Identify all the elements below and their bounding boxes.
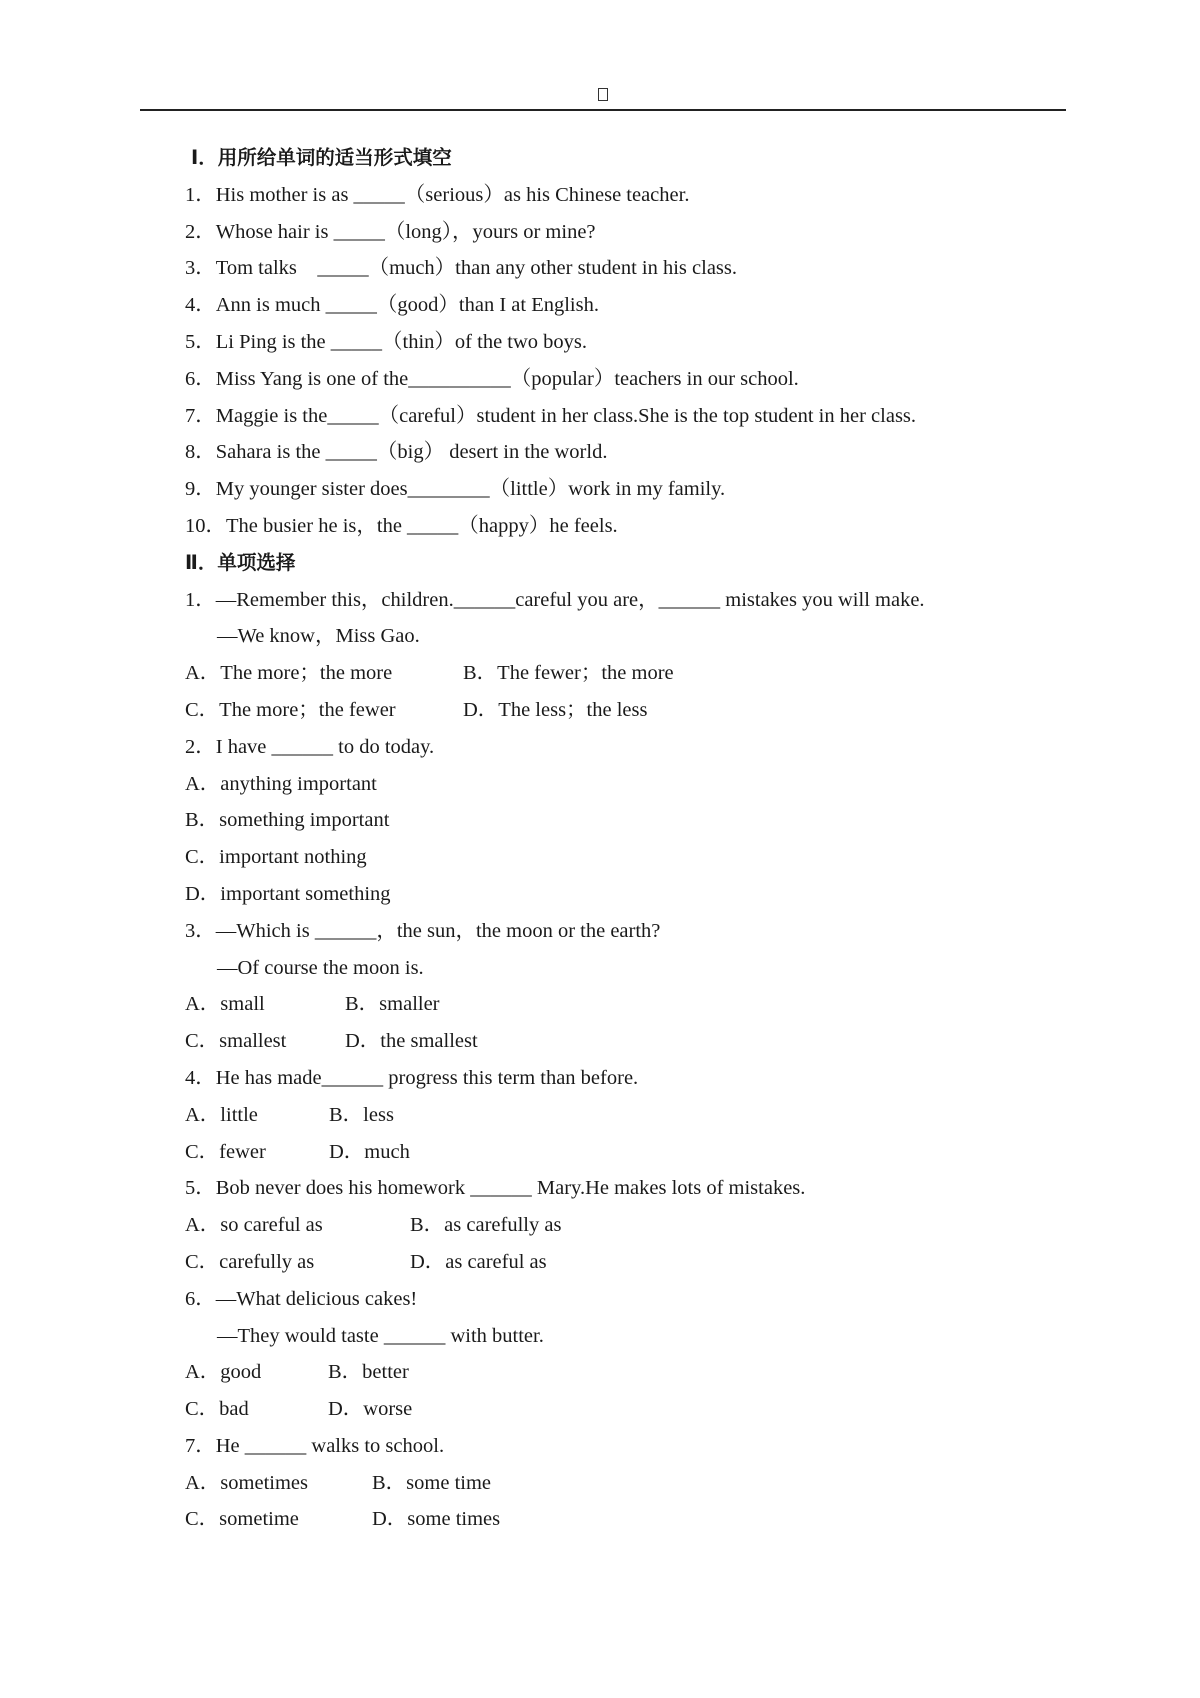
option-c: C．The more；the fewer	[185, 698, 396, 721]
option-b: B．The fewer；the more	[463, 662, 674, 685]
mc-question-7-options-row-1	[185, 1465, 1065, 1502]
option-d: D．important something	[185, 882, 391, 905]
option-d: D．some times	[372, 1508, 501, 1531]
fill-item-5: 5．Li Ping is the _____（thin）of the two boys.	[185, 330, 588, 353]
section-2-title: Ⅱ．单项选择	[185, 550, 296, 574]
section-1-title: Ⅰ．用所给单词的适当形式填空	[191, 146, 452, 169]
fill-item-1: 1．His mother is as _____（serious）as his Chinese teacher.	[185, 183, 690, 206]
mc-question-2: 2．I have ______ to do today.	[185, 735, 435, 758]
mc-question-1-options-row-2	[185, 692, 1065, 729]
option-c: C．fewer	[185, 1140, 266, 1163]
fill-item-4: 4．Ann is much _____（good）than I at English.	[185, 294, 599, 317]
option-a: A．small	[185, 993, 265, 1016]
mc-question-1-reply: —We know，Miss Gao.	[217, 625, 420, 648]
fill-item-8: 8．Sahara is the _____（big） desert in the world.	[185, 441, 608, 464]
mc-question-5-options-row-2	[185, 1244, 1065, 1281]
fill-item-2: 2．Whose hair is _____（long），yours or mine?	[185, 220, 596, 243]
worksheet	[185, 140, 1065, 1538]
mc-question-5-options-row-1	[185, 1207, 1065, 1244]
option-a: A．good	[185, 1361, 262, 1384]
mc-question-7: 7．He ______ walks to school.	[185, 1434, 445, 1457]
fill-item-3: 3．Tom talks _____（much）than any other student in his class.	[185, 257, 737, 280]
option-b: B．better	[328, 1361, 409, 1384]
mc-question-1-options-row-1	[185, 655, 1065, 692]
option-d: D．The less；the less	[463, 698, 648, 721]
option-c: C．carefully as	[185, 1250, 315, 1273]
option-b: B．less	[329, 1103, 394, 1126]
fill-item-6: 6．Miss Yang is one of the__________（popular）teachers in our school.	[185, 367, 799, 390]
option-d: D．worse	[328, 1398, 413, 1421]
mc-question-4: 4．He has made______ progress this term than before.	[185, 1066, 639, 1089]
mc-question-6: 6．—What delicious cakes!	[185, 1287, 418, 1310]
option-a: A．sometimes	[185, 1471, 308, 1494]
option-a: A．so careful as	[185, 1214, 323, 1237]
mc-question-3-options-row-1	[185, 986, 1065, 1023]
fill-item-9: 9．My younger sister does________（little）work in my family.	[185, 478, 726, 501]
option-c: C．important nothing	[185, 846, 367, 869]
option-c: C．sometime	[185, 1508, 299, 1531]
mc-question-7-options-row-2	[185, 1501, 1065, 1538]
option-b: B．smaller	[345, 993, 440, 1016]
mc-question-4-options-row-1	[185, 1097, 1065, 1134]
mc-question-6-reply: —They would taste ______ with butter.	[217, 1324, 544, 1347]
option-c: C．smallest	[185, 1030, 287, 1053]
option-a: A．anything important	[185, 772, 377, 795]
option-b: B．as carefully as	[410, 1214, 562, 1237]
mc-question-3: 3．—Which is ______，the sun，the moon or the earth?	[185, 919, 661, 942]
mc-question-6-options-row-1	[185, 1354, 1065, 1391]
mc-question-5: 5．Bob never does his homework ______ Mary.He makes lots of mistakes.	[185, 1177, 806, 1200]
option-b: B．some time	[372, 1471, 492, 1494]
mc-question-4-options-row-2	[185, 1134, 1065, 1171]
option-d: D．the smallest	[345, 1030, 478, 1053]
mc-question-3-options-row-2	[185, 1023, 1065, 1060]
fill-item-7: 7．Maggie is the_____（careful）student in her class.She is the top student in her class.	[185, 404, 917, 427]
option-a: A．The more；the more	[185, 662, 393, 685]
option-a: A．little	[185, 1103, 258, 1126]
option-d: D．as careful as	[410, 1250, 547, 1273]
header-mark	[598, 88, 608, 101]
mc-question-3-reply: —Of course the moon is.	[217, 956, 424, 979]
option-b: B．something important	[185, 809, 390, 832]
fill-item-10: 10．The busier he is，the _____（happy）he feels.	[185, 514, 618, 537]
header-rule	[140, 109, 1066, 111]
option-c: C．bad	[185, 1398, 249, 1421]
option-d: D．much	[329, 1140, 410, 1163]
mc-question-1: 1．—Remember this，children.______careful you are，______ mistakes you will make.	[185, 588, 925, 611]
mc-question-6-options-row-2	[185, 1391, 1065, 1428]
